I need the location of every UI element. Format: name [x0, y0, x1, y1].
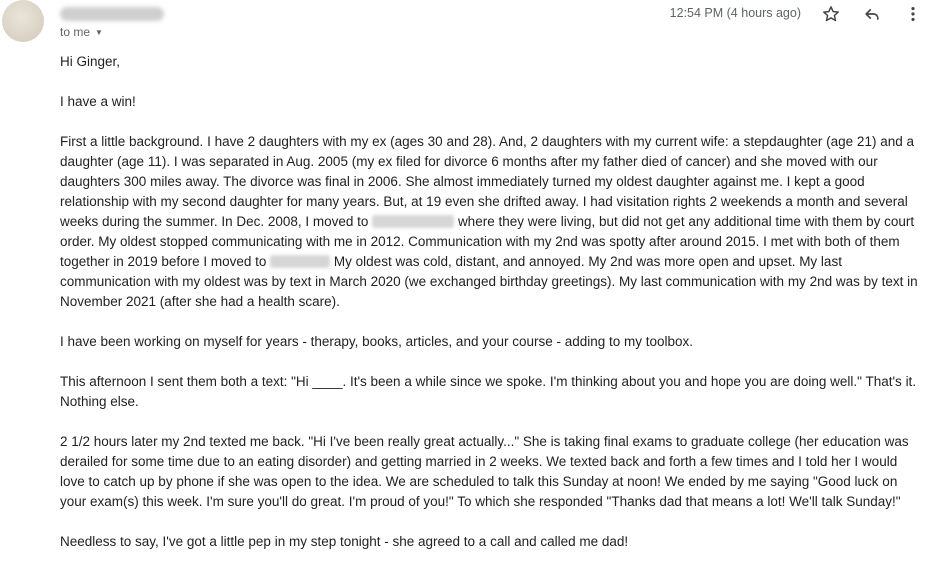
- background-text-part2: where they were living, but did not get any additional time with them by court order. My oldest stopped communicating with me in 2012. Communication with my 2nd was spotty after around 2015. I met with both of them together in 2019 before I moved to: [60, 214, 915, 269]
- star-icon[interactable]: [819, 2, 843, 26]
- more-vert-icon[interactable]: [901, 2, 925, 26]
- sender-avatar[interactable]: [2, 0, 44, 42]
- email-date: 12:54 PM (4 hours ago): [669, 6, 801, 20]
- redacted-location: [270, 255, 330, 268]
- reply-icon[interactable]: [860, 2, 884, 26]
- chevron-down-icon[interactable]: ▼: [95, 27, 103, 37]
- paragraph-text-sent: This afternoon I sent them both a text: "Hi ____. It's been a while since we spoke. I'm thinking about you and hope you are doing well." That's it. Nothing else.: [60, 374, 917, 409]
- background-text-part1: First a little background. I have 2 daughters with my ex (ages 30 and 28). And, 2 daughters with my current wife: a stepdaughter (age 21) and a daughter (age 11). I was separated in Aug. 2005 (my ex filed for divorce 6 months after my father died of cancer) and she moved with our daughters 300 miles away. The divorce was final in 2006. She almost immediately turned my oldest daughter against me. I kept a good relationship with my second daughter for many years. But, at 19 even she drifted away. I had visitation rights 2 weekends a month and several weeks during the summer. In Dec. 2008, I moved to: [60, 134, 914, 229]
- background-text-part3: My oldest was cold, distant, and annoyed. My 2nd was more open and upset. My last communication with my oldest was by text in March 2020 (we exchanged birthday greetings). My last communication with my 2nd was by text in November 2021 (after she had a health scare).: [60, 254, 918, 309]
- redacted-location: [372, 215, 454, 228]
- paragraph-self-work: I have been working on myself for years - therapy, books, articles, and your course - adding to my toolbox.: [60, 334, 694, 349]
- recipient-label: to me: [60, 25, 91, 39]
- paragraph-win: I have a win!: [60, 94, 136, 109]
- paragraph-reply: 2 1/2 hours later my 2nd texted me back. "Hi I've been really great actually..." She is taking final exams to graduate college (her education was derailed for some time due to an eating disorder) and getting married in 2 weeks. We texted back and forth a few times and I told her I would love to catch up by phone if she was open to the idea. We are scheduled to talk this Sunday at noon! We ended by me saying "Good luck on your exam(s) this week. I'm sure you'll do great. I'm proud of you!" To which she responded "Thanks dad that means a lot! We'll talk Sunday!": [60, 434, 909, 509]
- email-body: [60, 52, 924, 572]
- paragraph-background: [60, 132, 924, 312]
- paragraph-closing: Needless to say, I've got a little pep in my step tonight - she agreed to a call and called me dad!: [60, 534, 629, 549]
- sender-name-redacted[interactable]: [60, 7, 164, 21]
- recipient-details[interactable]: [60, 25, 103, 39]
- greeting: Hi Ginger,: [60, 54, 121, 69]
